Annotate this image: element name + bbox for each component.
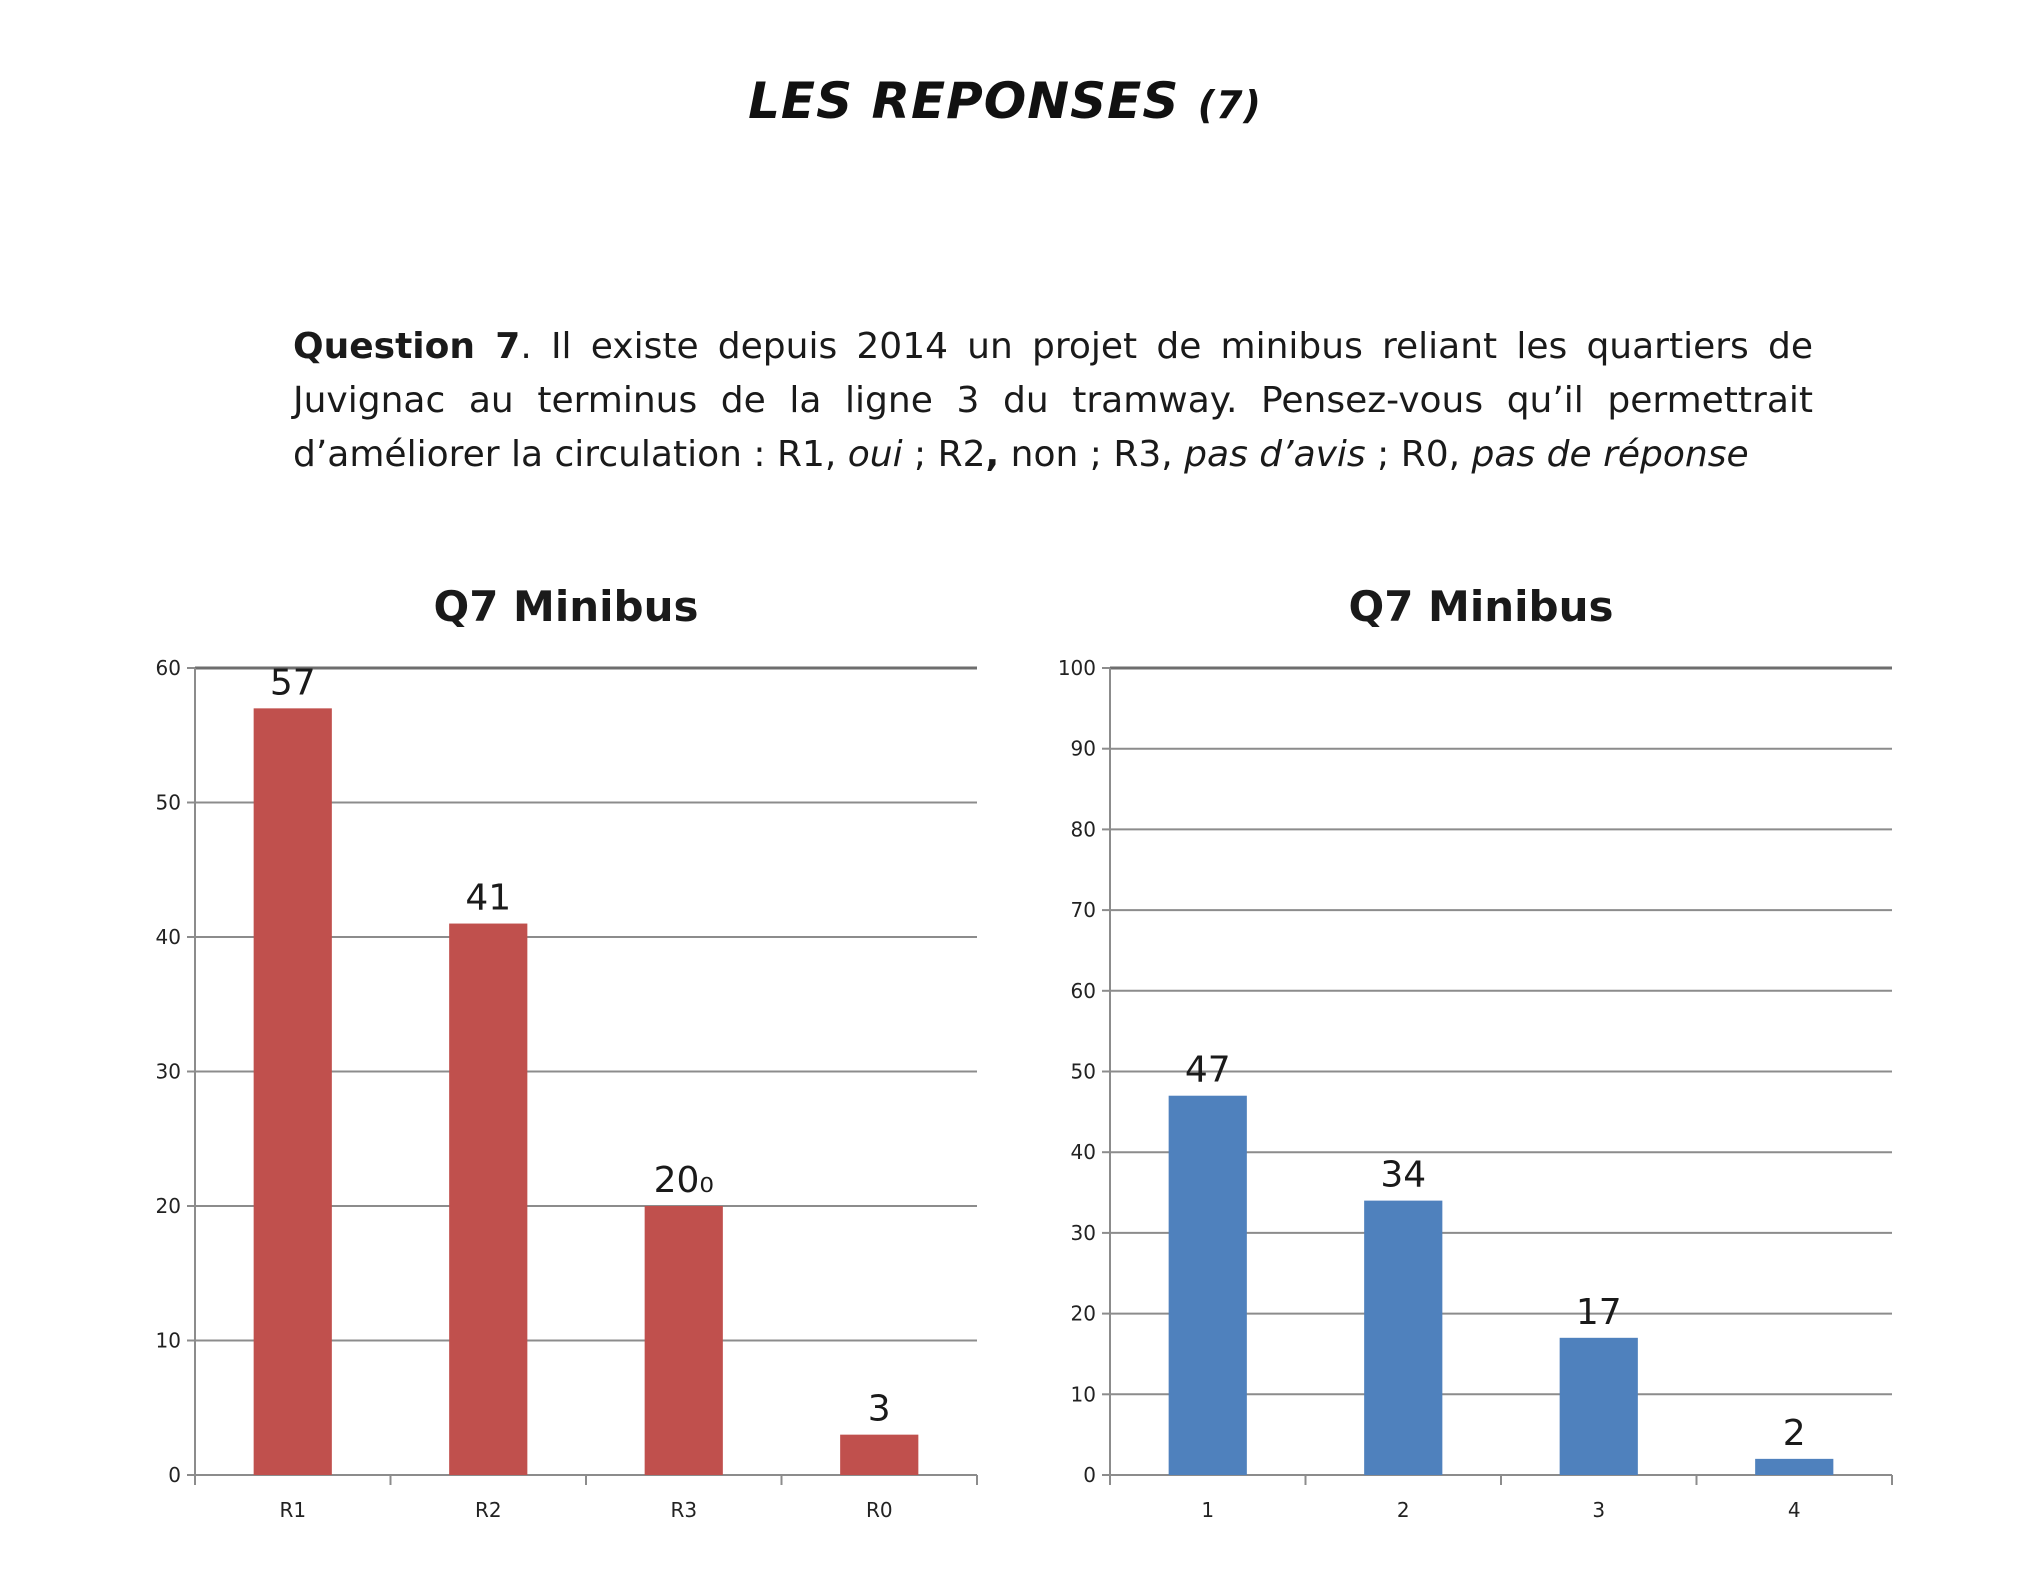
data-label: 17 xyxy=(1575,1291,1622,1333)
y-tick-label: 90 xyxy=(1070,736,1096,761)
y-tick-label: 100 xyxy=(1057,656,1096,680)
y-tick-label: 70 xyxy=(1070,898,1096,923)
data-label: 34 xyxy=(1380,1154,1427,1196)
bar-2 xyxy=(1364,1201,1442,1475)
x-tick-label: 1 xyxy=(1201,1498,1215,1522)
y-tick-label: 40 xyxy=(1070,1140,1096,1165)
page-title xyxy=(0,72,2010,130)
page-title-number: (7) xyxy=(1197,83,1262,127)
bar-3 xyxy=(1560,1338,1638,1475)
chart-title: Q7 Minibus xyxy=(433,582,699,631)
x-tick-label: R1 xyxy=(279,1498,307,1522)
chart-q7-minibus-responses xyxy=(130,565,1090,1545)
y-tick-label: 0 xyxy=(1083,1463,1096,1487)
data-label: 20₀ xyxy=(653,1160,714,1201)
data-label: 2 xyxy=(1782,1412,1806,1454)
answer-r1: oui xyxy=(847,434,903,475)
question-body: . Il existe depuis 2014 un projet de minibus reliant les quartiers de Juvignac au terminus de la ligne 3 du tramway. Pensez-vous qu’il permettrait d’améliorer la circulation : R1, xyxy=(293,326,1813,475)
chart-svg xyxy=(1045,565,2005,1545)
comma-r2: , xyxy=(985,434,1000,475)
y-tick-label: 20 xyxy=(1070,1301,1096,1326)
y-tick-label: 40 xyxy=(155,925,181,949)
chart-title: Q7 Minibus xyxy=(1348,582,1614,631)
x-tick-label: R2 xyxy=(474,1498,502,1522)
x-tick-label: R3 xyxy=(670,1498,698,1522)
question-text xyxy=(293,320,1813,482)
bar-r2 xyxy=(449,924,527,1475)
data-label: 47 xyxy=(1184,1049,1231,1091)
y-tick-label: 50 xyxy=(1070,1059,1096,1084)
x-tick-label: R0 xyxy=(865,1498,893,1522)
x-tick-label: 3 xyxy=(1592,1498,1606,1522)
data-label: 3 xyxy=(867,1388,891,1430)
data-label: 57 xyxy=(269,662,316,704)
y-tick-label: 60 xyxy=(155,656,181,680)
page-title-text: LES REPONSES xyxy=(748,72,1180,130)
bar-4 xyxy=(1755,1459,1833,1475)
y-tick-label: 10 xyxy=(1070,1382,1096,1407)
y-tick-label: 0 xyxy=(168,1463,181,1487)
bar-r1 xyxy=(254,708,332,1475)
y-tick-label: 80 xyxy=(1070,817,1096,842)
answer-r3: pas d’avis xyxy=(1184,434,1366,475)
bar-1 xyxy=(1169,1096,1247,1475)
bar-r0 xyxy=(840,1435,918,1475)
x-tick-label: 2 xyxy=(1396,1498,1410,1522)
question-label: Question 7 xyxy=(293,326,521,367)
data-label: 41 xyxy=(465,877,512,919)
x-tick-label: 4 xyxy=(1787,1498,1801,1522)
y-tick-label: 30 xyxy=(1070,1220,1096,1245)
y-tick-label: 60 xyxy=(1070,978,1096,1003)
answer-r2: non ; R3, xyxy=(999,434,1185,475)
y-tick-label: 50 xyxy=(155,790,181,815)
sep-r2: ; R2 xyxy=(902,434,986,475)
chart-q7-minibus-numbered xyxy=(1045,565,2005,1545)
answer-r0: pas de réponse xyxy=(1471,434,1749,475)
y-tick-label: 10 xyxy=(155,1328,181,1353)
y-tick-label: 30 xyxy=(155,1059,181,1084)
chart-svg xyxy=(130,565,1090,1545)
y-tick-label: 20 xyxy=(155,1194,181,1218)
sep-r0: ; R0, xyxy=(1365,434,1472,475)
bar-r3 xyxy=(645,1206,723,1475)
